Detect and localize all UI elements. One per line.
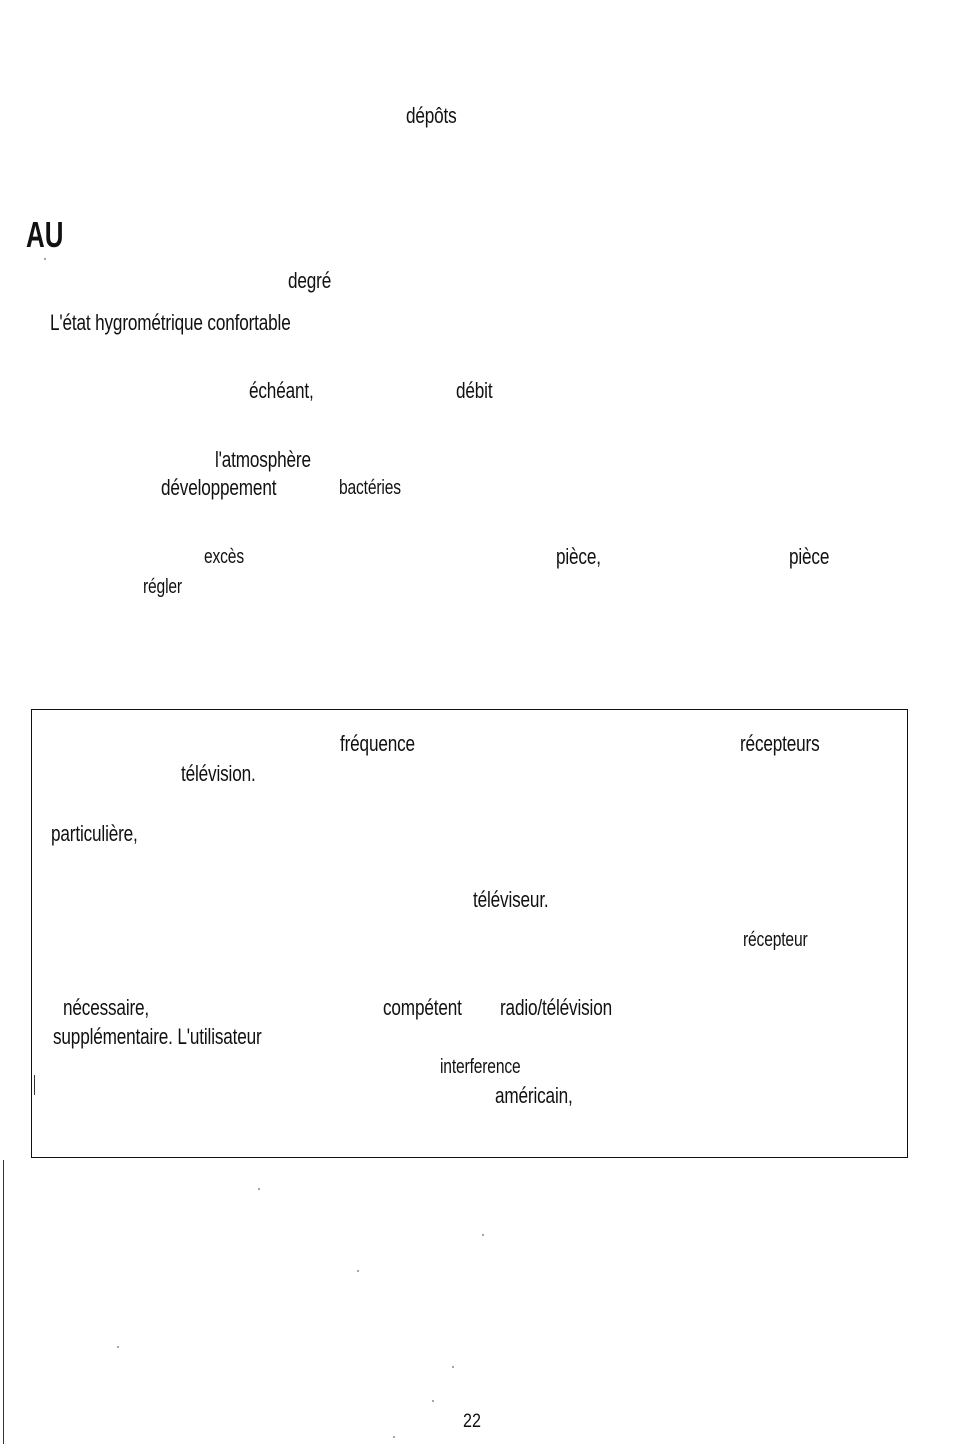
section-heading: AU [26, 214, 64, 255]
scan-speck [482, 1234, 484, 1236]
word-atmosphere: l'atmosphère [215, 447, 311, 472]
word-television: télévision. [181, 761, 256, 786]
scan-speck [393, 1436, 395, 1438]
scan-speck [357, 1270, 359, 1272]
scan-edge-line [3, 1160, 4, 1444]
scan-speck [452, 1366, 454, 1368]
word-radio-television: radio/télévision [500, 995, 612, 1020]
word-depots: dépôts [406, 103, 457, 128]
word-developpement: développement [161, 475, 277, 500]
box-tick [34, 1075, 35, 1095]
word-interference: interference [440, 1056, 521, 1078]
word-recepteur: récepteur [743, 929, 808, 951]
scan-speck [117, 1346, 119, 1348]
word-competent: compétent [383, 995, 462, 1020]
word-piece-1: pièce, [556, 544, 601, 569]
scan-speck [432, 1400, 434, 1402]
word-degre: degré [288, 268, 332, 293]
word-piece-2: pièce [789, 544, 830, 569]
word-frequence: fréquence [340, 731, 415, 756]
word-particuliere: particulière, [51, 821, 138, 846]
word-debit: débit [456, 378, 493, 403]
word-televiseur: téléviseur. [473, 887, 549, 912]
word-echeant: échéant, [249, 378, 314, 403]
text-etat-hygrometrique: L'état hygrométrique confortable [50, 310, 291, 335]
page-number: 22 [463, 1411, 481, 1432]
text-supplementaire-utilisateur: supplémentaire. L'utilisateur [53, 1024, 262, 1049]
word-exces: excès [204, 546, 244, 568]
word-recepteurs: récepteurs [740, 731, 820, 756]
word-bacteries: bactéries [339, 477, 401, 499]
word-americain: américain, [495, 1083, 573, 1108]
scan-speck [258, 1188, 260, 1190]
notice-box [31, 709, 908, 1158]
scan-speck [44, 258, 46, 260]
word-necessaire: nécessaire, [63, 995, 150, 1020]
word-regler: régler [143, 576, 182, 598]
